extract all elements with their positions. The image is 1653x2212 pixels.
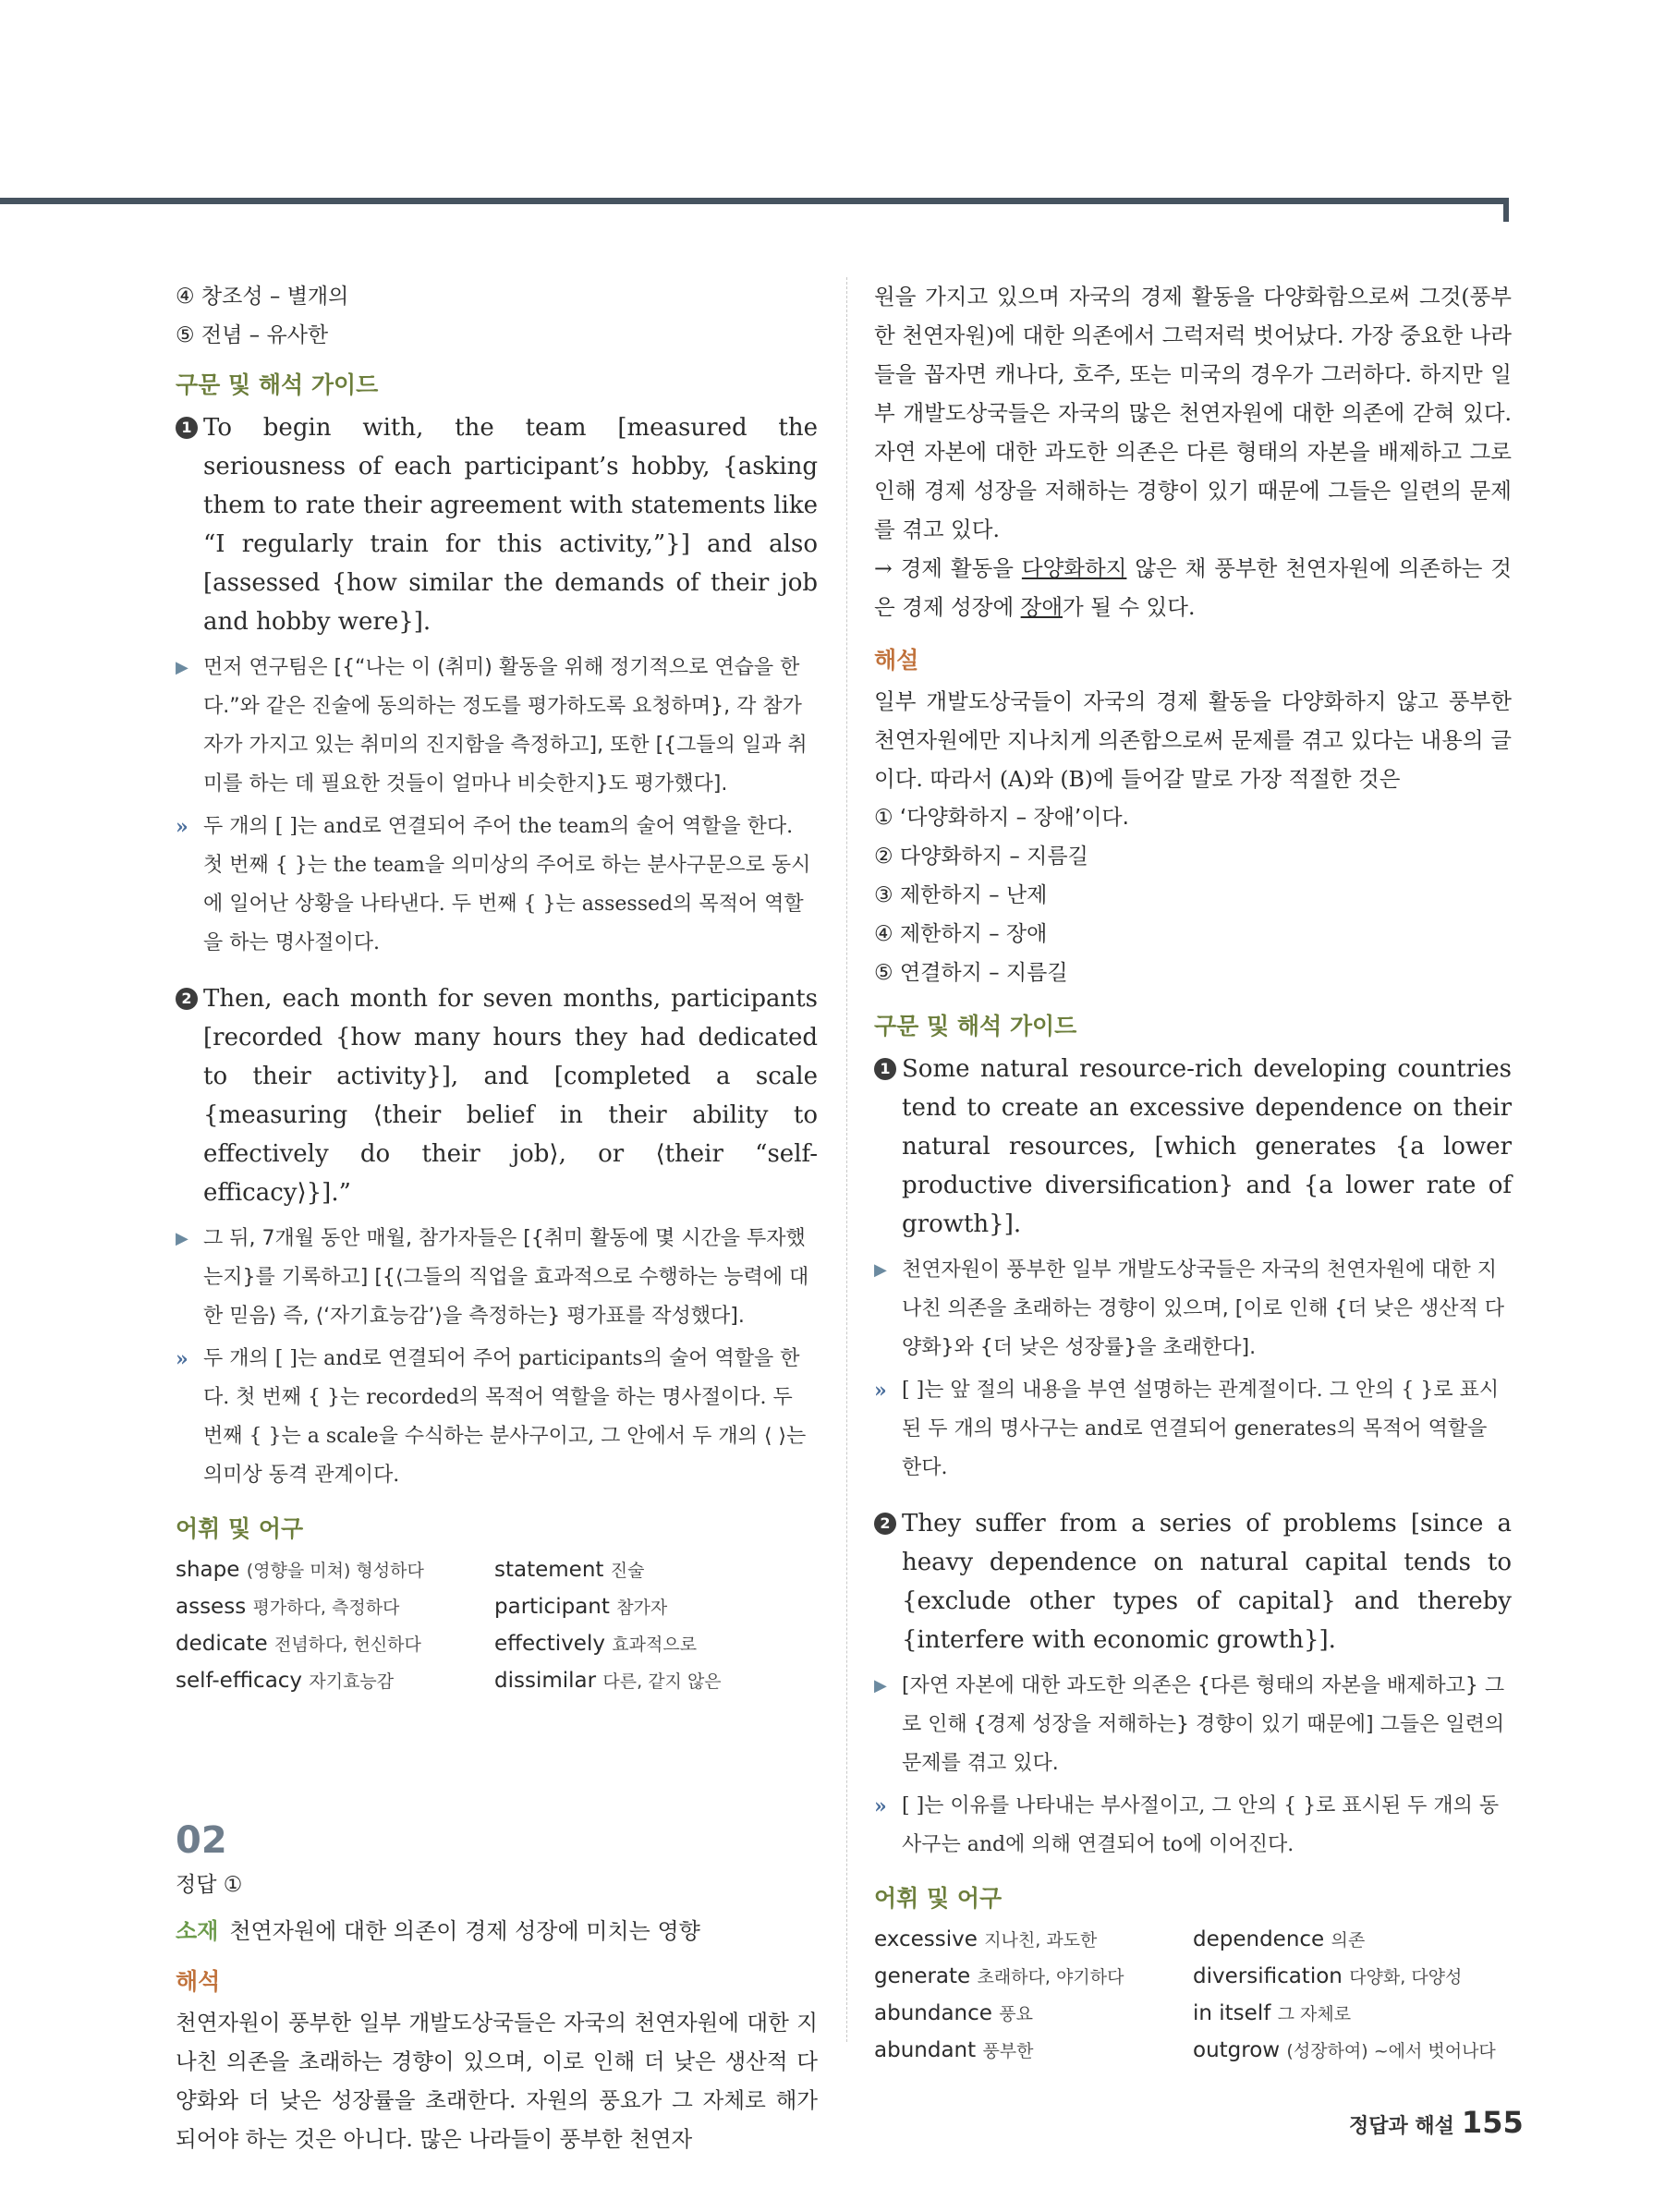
- choice-3: ③ 제한하지 – 난제: [874, 883, 1048, 907]
- explanation-1: [176, 808, 818, 963]
- sentence-number-1: 1: [176, 408, 203, 641]
- vocab-list-right: [874, 1922, 1512, 2070]
- vocab-item: generate 초래하다, 야기하다: [874, 1964, 1124, 1988]
- explanation-2: [176, 1340, 818, 1495]
- double-chevron-icon: »: [176, 815, 188, 839]
- explanation-1-text: 두 개의 [ ]는 and로 연결되어 주어 the team의 술어 역할을 한다. 첫 번째 { }는 the team을 의미상의 주어로 하는 분사구문으로 동시에 일어난 상황을 나타낸다. 두 번째 { }는 assessed의 목적어 역할을 하는 명사절이다.: [203, 815, 811, 954]
- vocab-item: excessive 지나친, 과도한: [874, 1927, 1098, 1951]
- vocab-item: abundant 풍부한: [874, 2038, 1034, 2062]
- vocab-item: participant 참가자: [494, 1595, 668, 1619]
- vocab-item: effectively 효과적으로: [494, 1632, 698, 1656]
- vocab-item: dedicate 전념하다, 헌신하다: [176, 1632, 421, 1656]
- choice-4: ④ 제한하지 – 장애: [874, 922, 1048, 946]
- translation-r2: [874, 1667, 1512, 1783]
- sentence-number-2: 2: [176, 979, 203, 1212]
- vocab-item: statement 진술: [494, 1558, 645, 1582]
- sentence-number-1: 1: [874, 1050, 902, 1244]
- translation-r1-text: 천연자원이 풍부한 일부 개발도상국들은 자국의 천연자원에 대한 지나친 의존을 초래하는 경향이 있으며, [이로 인해 {더 낮은 생산적 다양화}와 {더 낮은 성장률}을 초래한다].: [902, 1258, 1505, 1359]
- left-column: [176, 277, 818, 2158]
- explanation-r1-text: [ ]는 앞 절의 내용을 부연 설명하는 관계절이다. 그 안의 { }로 표시된 두 개의 명사구는 and로 연결되어 generates의 목적어 역할을 한다.: [902, 1379, 1500, 1479]
- topic-label: 소재: [176, 1918, 219, 1944]
- sentence-r2-text: They suffer from a series of problems [since a heavy dependence on natural capital tends to {exclude other types of capital} and thereby {interfere with economic growth}].: [902, 1510, 1512, 1654]
- solution-heading: 해설: [874, 647, 919, 674]
- choice-5: ⑤ 연결하지 – 지름길: [874, 961, 1068, 985]
- sentence-1-text: To begin with, the team [measured the seriousness of each participant’s hobby, {asking them to rate their agreement with statements like “I regularly train for this activity,”}] and also [assessed {how similar the demands of their job and hobby were}].: [203, 414, 818, 636]
- explanation-r2-text: [ ]는 이유를 나타내는 부사절이고, 그 안의 { }로 표시된 두 개의 동사구는 and에 의해 연결되어 to에 이어진다.: [902, 1794, 1500, 1856]
- translation-1: [176, 649, 818, 804]
- double-chevron-icon: »: [874, 1794, 887, 1818]
- translation-body-start: 천연자원이 풍부한 일부 개발도상국들은 자국의 천연자원에 대한 지나친 의존을 초래하는 경향이 있으며, 이로 인해 더 낮은 생산적 다양화와 더 낮은 성장률을 초래한다. 자원의 풍요가 그 자체로 해가 되어야 하는 것은 아니다. 많은 나라들이 풍부한 천연자: [176, 2010, 818, 2152]
- vocab-item: shape (영향을 미쳐) 형성하다: [176, 1558, 424, 1582]
- explanation-2-text: 두 개의 [ ]는 and로 연결되어 주어 participants의 술어 역할을 한다. 첫 번째 { }는 recorded의 목적어 역할을 하는 명사절이다. 두 번째 { }는 a scale을 수식하는 분사구이고, 그 안에서 두 개의 ⟨ ⟩는 의미상 동격 관계이다.: [203, 1347, 807, 1487]
- vocab-heading: 어휘 및 어구: [176, 1515, 304, 1542]
- translation-2: [176, 1220, 818, 1336]
- vocab-item: assess 평가하다, 측정하다: [176, 1595, 400, 1619]
- page-number: 155: [1461, 2105, 1524, 2140]
- sentence-r1-text: Some natural resource-rich developing countries tend to create an excessive dependence on their natural resources, [which generates {a lower productive diversification} and {a lower rate of growth}].: [902, 1055, 1512, 1238]
- sentence-1: [176, 408, 818, 641]
- vocab-item: self-efficacy 자기효능감: [176, 1669, 395, 1693]
- summary-line: → 경제 활동을 다양화하지 않은 채 풍부한 천연자원에 의존하는 것은 경제 성장에 장애가 될 수 있다.: [874, 555, 1512, 620]
- question-number: 02: [176, 1819, 227, 1862]
- double-chevron-icon: »: [874, 1379, 887, 1403]
- answer-line: 정답 ①: [176, 1873, 243, 1897]
- guide-heading-right: 구문 및 해석 가이드: [874, 1013, 1077, 1039]
- triangle-icon: ▶: [176, 658, 188, 677]
- footer-label: 정답과 해설: [1349, 2115, 1454, 2138]
- right-column: [874, 277, 1512, 2070]
- triangle-icon: ▶: [176, 1229, 188, 1248]
- vocab-item: diversification 다양화, 다양성: [1193, 1964, 1463, 1988]
- choice-2: ② 다양화하지 – 지름길: [874, 845, 1088, 869]
- translation-body-cont: 원을 가지고 있으며 자국의 경제 활동을 다양화함으로써 그것(풍부한 천연자원)에 대한 의존에서 그럭저럭 벗어났다. 가장 중요한 나라들을 꼽자면 캐나다, 호주, 또는 미국의 경우가 그러하다. 하지만 일부 개발도상국들은 자국의 많은 천연자원에 대한 의존에 갇혀 있다. 자연 자본에 대한 과도한 의존은 다른 형태의 자본을 배제하고 그로 인해 경제 성장을 저해하는 경향이 있기 때문에 그들은 일련의 문제를 겪고 있다.: [874, 284, 1512, 542]
- vocab-item: in itself 그 자체로: [1193, 2001, 1352, 2025]
- double-chevron-icon: »: [176, 1347, 188, 1371]
- sentence-2-text: Then, each month for seven months, participants [recorded {how many hours they had dedicated to their activity}], and [completed a scale {measuring ⟨their belief in their ability to effectively do their job⟩, or ⟨their “self-efficacy⟩}].”: [203, 985, 818, 1207]
- translation-2-text: 그 뒤, 7개월 동안 매월, 참가자들은 [{취미 활동에 몇 시간을 투자했는지}를 기록하고] [{⟨그들의 직업을 효과적으로 수행하는 능력에 대한 믿음⟩ 즉, ⟨‘자기효능감’⟩을 측정하는} 평가표를 작성했다].: [203, 1227, 809, 1328]
- vocab-heading-right: 어휘 및 어구: [874, 1885, 1003, 1912]
- explanation-r1: [874, 1371, 1512, 1488]
- option-5: ⑤ 전념 – 유사한: [176, 323, 329, 347]
- choice-1: ① ‘다양화하지 – 장애’이다.: [874, 806, 1129, 830]
- topic-line: [176, 1911, 818, 1951]
- sentence-r2: [874, 1504, 1512, 1659]
- solution-body: 일부 개발도상국들이 자국의 경제 활동을 다양화하지 않고 풍부한 천연자원에만 지나치게 의존함으로써 문제를 겪고 있다는 내용의 글이다. 따라서 (A)와 (B)에 들어갈 말로 가장 적절한 것은: [874, 688, 1512, 792]
- vocab-item: abundance 풍요: [874, 2001, 1033, 2025]
- sentence-r1: [874, 1050, 1512, 1244]
- topic-text: 천연자원에 대한 의존이 경제 성장에 미치는 영향: [229, 1918, 700, 1944]
- vocab-item: outgrow (성장하여) ~에서 벗어나다: [1193, 2038, 1496, 2062]
- vocab-item: dissimilar 다른, 같지 않은: [494, 1669, 722, 1693]
- option-4: ④ 창조성 – 별개의: [176, 285, 349, 309]
- triangle-icon: ▶: [874, 1260, 887, 1280]
- top-rule: [0, 198, 1509, 204]
- translation-r1: [874, 1251, 1512, 1367]
- translation-heading: 해석: [176, 1968, 221, 1995]
- translation-r2-text: [자연 자본에 대한 과도한 의존은 {다른 형태의 자본을 배제하고} 그로 인해 {경제 성장을 저해하는} 경향이 있기 때문에] 그들은 일련의 문제를 겪고 있다.: [902, 1674, 1505, 1775]
- vocab-item: dependence 의존: [1193, 1927, 1366, 1951]
- sentence-2: [176, 979, 818, 1212]
- top-rule-tick: [1503, 198, 1509, 222]
- triangle-icon: ▶: [874, 1676, 887, 1695]
- vocab-list: [176, 1552, 818, 1700]
- translation-1-text: 먼저 연구팀은 [{“나는 이 (취미) 활동을 위해 정기적으로 연습을 한다.”와 같은 진술에 동의하는 정도를 평가하도록 요청하며}, 각 참가자가 가지고 있는 취미의 진지함을 측정하고], 또한 [{그들의 일과 취미를 하는 데 필요한 것들이 얼마나 비슷한지}도 평가했다].: [203, 656, 808, 796]
- explanation-r2: [874, 1787, 1512, 1865]
- guide-heading: 구문 및 해석 가이드: [176, 371, 379, 398]
- column-divider: [846, 277, 848, 2042]
- page-footer: [1349, 2105, 1524, 2140]
- sentence-number-2: 2: [874, 1504, 902, 1659]
